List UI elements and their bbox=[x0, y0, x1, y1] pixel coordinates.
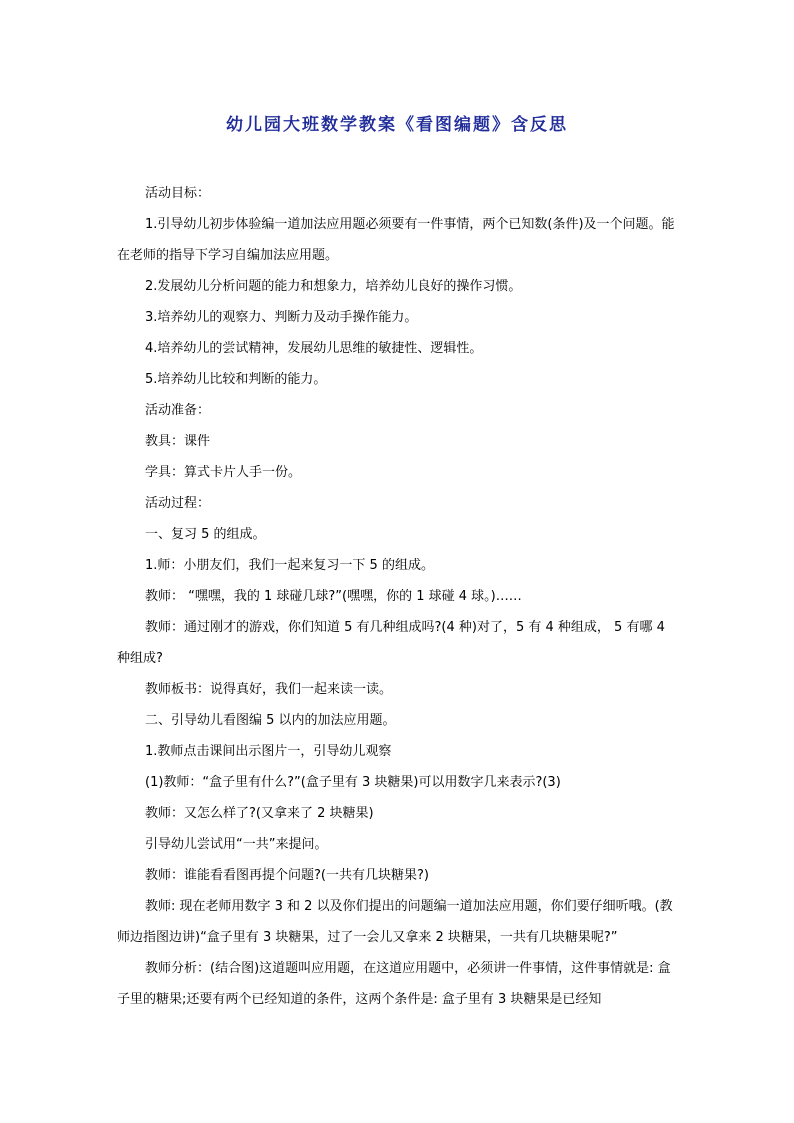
paragraph: 二、引导幼儿看图编 5 以内的加法应用题。 bbox=[145, 713, 396, 728]
paragraph: 5.培养幼儿比较和判断的能力。 bbox=[145, 372, 327, 387]
paragraph: 学具：算式卡片人手一份。 bbox=[145, 465, 302, 480]
paragraph: 教师：又怎么样了?(又拿来了 2 块糖果) bbox=[145, 806, 374, 821]
paragraph: 教师： “嘿嘿，我的 1 球碰几球?”(嘿嘿，你的 1 球碰 4 球。)…… bbox=[145, 589, 522, 604]
paragraph: (1)教师：“盒子里有什么?”(盒子里有 3 块糖果)可以用数字几来表示?(3) bbox=[145, 775, 561, 790]
document-body bbox=[117, 178, 680, 1015]
paragraph: 活动目标： bbox=[145, 186, 211, 201]
paragraph: 教师分析：(结合图)这道题叫应用题，在这道应用题中，必须讲一件事情，这件事情就是: 盒子里的糖果;还要有两个已经知道的条件，这两个条件是: 盒子里有 3 块糖果是已经知 bbox=[117, 961, 671, 1007]
paragraph: 教师：谁能看看图再提个问题?(一共有几块糖果?) bbox=[145, 868, 429, 883]
paragraph: 教师：通过刚才的游戏，你们知道 5 有几种组成吗?(4 种)对了，5 有 4 种组成， 5 有哪 4 种组成? bbox=[117, 620, 665, 666]
paragraph: 教具：课件 bbox=[145, 434, 211, 449]
paragraph: 4.培养幼儿的尝试精神，发展幼儿思维的敏捷性、逻辑性。 bbox=[145, 341, 483, 356]
paragraph: 3.培养幼儿的观察力、判断力及动手操作能力。 bbox=[145, 310, 418, 325]
paragraph: 一、复习 5 的组成。 bbox=[145, 527, 266, 542]
paragraph: 1.引导幼儿初步体验编一道加法应用题必须要有一件事情，两个已知数(条件)及一个问题。能在老师的指导下学习自编加法应用题。 bbox=[117, 217, 675, 263]
document-title: 幼儿园大班数学教案《看图编题》含反思 bbox=[226, 115, 568, 135]
paragraph: 教师板书：说得真好，我们一起来读一读。 bbox=[145, 682, 393, 697]
paragraph: 活动准备： bbox=[145, 403, 211, 418]
paragraph: 1.师：小朋友们，我们一起来复习一下 5 的组成。 bbox=[145, 558, 434, 573]
paragraph: 活动过程： bbox=[145, 496, 211, 511]
paragraph: 1.教师点击课间出示图片一，引导幼儿观察 bbox=[145, 744, 392, 759]
paragraph: 教师: 现在老师用数字 3 和 2 以及你们提出的问题编一道加法应用题，你们要仔细听哦。(教师边指图边讲)“盒子里有 3 块糖果，过了一会儿又拿来 2 块糖果，一共有几块糖果呢?” bbox=[117, 899, 673, 945]
paragraph: 引导幼儿尝试用“一共”来提问。 bbox=[145, 837, 328, 852]
paragraph: 2.发展幼儿分析问题的能力和想象力，培养幼儿良好的操作习惯。 bbox=[145, 279, 522, 294]
